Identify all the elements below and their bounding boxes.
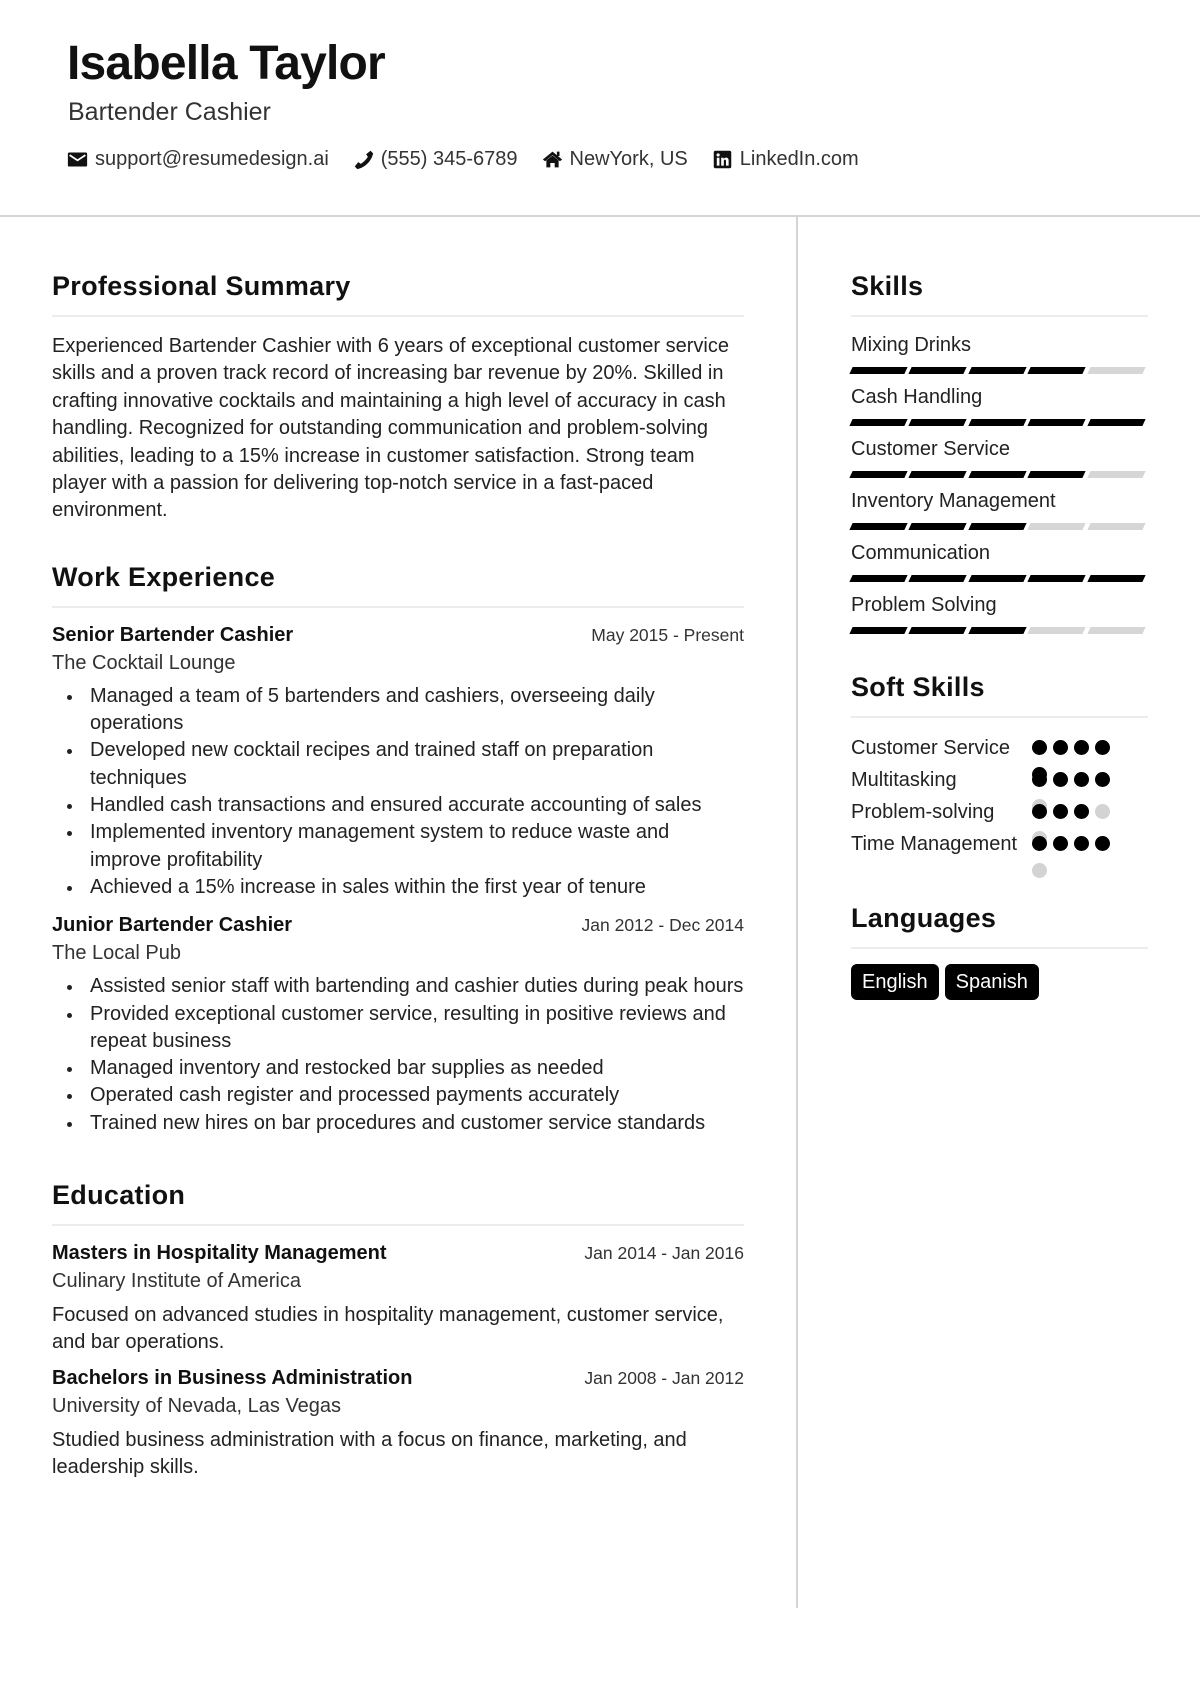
rating-dot bbox=[1032, 804, 1047, 819]
skill-level-segment bbox=[1028, 367, 1086, 374]
skill-level-segment bbox=[1028, 575, 1086, 582]
skill-level-segment bbox=[1028, 523, 1086, 530]
rating-dot bbox=[1095, 804, 1110, 819]
skill-level-segment bbox=[1028, 627, 1086, 634]
skill-level-segment bbox=[909, 471, 967, 478]
job-entry bbox=[52, 914, 744, 1137]
education-description: Studied business administration with a focus on finance, marketing, and leadership skills. bbox=[52, 1428, 687, 1479]
skill-level-segment bbox=[849, 419, 907, 426]
section-divider bbox=[851, 947, 1148, 949]
rating-dot bbox=[1095, 740, 1110, 755]
degree-title: Masters in Hospitality Management bbox=[52, 1242, 387, 1264]
school-name: University of Nevada, Las Vegas bbox=[52, 1394, 342, 1417]
contact-location-text: NewYork, US bbox=[569, 148, 688, 170]
rating-dot bbox=[1032, 863, 1047, 878]
skill-level-segment bbox=[1087, 627, 1145, 634]
section-heading: Languages bbox=[851, 903, 997, 933]
rating-dot bbox=[1053, 772, 1068, 787]
bullet-item: Assisted senior staff with bartending and cashier duties during peak hours bbox=[52, 973, 744, 1000]
skill-level-segment bbox=[849, 367, 907, 374]
skill-level-segment bbox=[968, 575, 1026, 582]
bullet-item: Handled cash transactions and ensured accurate accounting of sales bbox=[52, 792, 744, 819]
soft-skill-name: Problem-solving bbox=[851, 801, 995, 823]
education-dates: Jan 2008 - Jan 2012 bbox=[584, 1367, 744, 1388]
resume-header bbox=[0, 0, 1200, 217]
language-chip: Spanish bbox=[945, 964, 1039, 1000]
rating-dot bbox=[1053, 804, 1068, 819]
candidate-name: Isabella Taylor bbox=[67, 37, 385, 90]
bullet-item: Managed a team of 5 bartenders and cashiers, overseeing daily operations bbox=[52, 683, 744, 738]
skill-level-segment bbox=[1028, 419, 1086, 426]
contact-phone-text: (555) 345-6789 bbox=[380, 148, 518, 170]
skill-item bbox=[851, 592, 1148, 634]
rating-dot bbox=[1032, 836, 1047, 851]
bullet-item: Developed new cocktail recipes and trained staff on preparation techniques bbox=[52, 737, 744, 792]
skill-level-segment bbox=[968, 419, 1026, 426]
skill-level-segment bbox=[909, 419, 967, 426]
skill-level-segment bbox=[968, 523, 1026, 530]
contact-email-text: support@resumedesign.ai bbox=[95, 148, 329, 170]
skill-name: Communication bbox=[851, 542, 990, 564]
languages-list bbox=[851, 964, 1148, 1000]
soft-skill-rating bbox=[1032, 830, 1122, 857]
skill-level-segment bbox=[1087, 575, 1145, 582]
skill-name: Mixing Drinks bbox=[851, 334, 972, 356]
home-icon bbox=[542, 149, 563, 170]
skill-level-bar bbox=[851, 471, 1148, 478]
skills-list bbox=[851, 332, 1148, 634]
skill-level-segment bbox=[849, 471, 907, 478]
job-bullets bbox=[52, 973, 744, 1137]
job-employer: The Local Pub bbox=[52, 942, 181, 965]
bullet-item: Provided exceptional customer service, resulting in positive reviews and repeat business bbox=[52, 1001, 744, 1056]
bullet-item: Managed inventory and restocked bar supplies as needed bbox=[52, 1055, 744, 1082]
education-entry bbox=[52, 1367, 744, 1482]
contact-linkedin[interactable] bbox=[712, 148, 859, 171]
section-heading: Soft Skills bbox=[851, 672, 985, 702]
column-divider bbox=[796, 217, 798, 1608]
skill-level-segment bbox=[1087, 419, 1145, 426]
bullet-item: Implemented inventory management system to reduce waste and improve profitability bbox=[52, 819, 744, 874]
skill-name: Cash Handling bbox=[851, 386, 983, 408]
soft-skill-rating bbox=[1032, 734, 1122, 761]
soft-skill-name: Time Management bbox=[851, 833, 1017, 855]
skill-level-segment bbox=[1087, 523, 1145, 530]
soft-skill-name: Customer Service bbox=[851, 737, 1010, 759]
skill-level-segment bbox=[909, 575, 967, 582]
section-heading: Skills bbox=[851, 271, 924, 301]
soft-skill-item bbox=[851, 799, 1148, 826]
rating-dot bbox=[1032, 772, 1047, 787]
section-heading: Work Experience bbox=[52, 561, 276, 592]
work-experience-section bbox=[52, 557, 744, 1137]
soft-skill-rating bbox=[1032, 766, 1122, 793]
soft-skill-item bbox=[851, 735, 1148, 762]
professional-summary-section bbox=[52, 266, 744, 525]
contact-phone[interactable] bbox=[353, 148, 518, 171]
soft-skill-rating bbox=[1032, 798, 1122, 825]
skill-level-bar bbox=[851, 367, 1148, 374]
languages-section bbox=[851, 898, 1148, 1000]
section-divider bbox=[52, 1224, 744, 1226]
bullet-item: Trained new hires on bar procedures and customer service standards bbox=[52, 1110, 744, 1137]
main-column bbox=[52, 266, 744, 1482]
skill-level-segment bbox=[968, 627, 1026, 634]
skill-level-bar bbox=[851, 627, 1148, 634]
candidate-title: Bartender Cashier bbox=[68, 98, 271, 126]
section-divider bbox=[851, 315, 1148, 317]
education-description: Focused on advanced studies in hospitality management, customer service, and bar operations. bbox=[52, 1304, 724, 1354]
skill-item bbox=[851, 540, 1148, 582]
skill-level-segment bbox=[1087, 471, 1145, 478]
contact-bar bbox=[67, 148, 883, 171]
job-dates: May 2015 - Present bbox=[591, 624, 744, 645]
section-divider bbox=[52, 606, 744, 608]
skills-section bbox=[851, 266, 1148, 634]
soft-skill-item bbox=[851, 767, 1148, 794]
job-bullets bbox=[52, 683, 744, 901]
soft-skills-list bbox=[851, 735, 1148, 858]
soft-skills-section bbox=[851, 667, 1148, 858]
language-chip: English bbox=[851, 964, 939, 1000]
rating-dot bbox=[1095, 772, 1110, 787]
skill-item bbox=[851, 436, 1148, 478]
education-dates: Jan 2014 - Jan 2016 bbox=[584, 1243, 744, 1263]
job-dates: Jan 2012 - Dec 2014 bbox=[581, 915, 744, 936]
job-employer: The Cocktail Lounge bbox=[52, 651, 236, 674]
degree-title: Bachelors in Business Administration bbox=[52, 1366, 413, 1389]
section-divider bbox=[52, 315, 744, 317]
rating-dot bbox=[1053, 836, 1068, 851]
skill-item bbox=[851, 332, 1148, 374]
linkedin-icon bbox=[712, 149, 733, 170]
education-entry bbox=[52, 1242, 744, 1357]
skill-level-bar bbox=[851, 575, 1148, 582]
phone-icon bbox=[353, 149, 374, 170]
skill-level-segment bbox=[909, 523, 967, 530]
skill-level-segment bbox=[968, 471, 1026, 478]
rating-dot bbox=[1074, 804, 1089, 819]
job-title: Junior Bartender Cashier bbox=[52, 914, 293, 937]
school-name: Culinary Institute of America bbox=[52, 1270, 301, 1292]
bullet-item: Operated cash register and processed payments accurately bbox=[52, 1082, 744, 1109]
skill-level-bar bbox=[851, 523, 1148, 530]
skill-level-bar bbox=[851, 419, 1148, 426]
section-heading: Education bbox=[52, 1180, 186, 1210]
skill-name: Inventory Management bbox=[851, 490, 1056, 512]
soft-skill-item bbox=[851, 831, 1148, 858]
rating-dot bbox=[1053, 740, 1068, 755]
bullet-item: Achieved a 15% increase in sales within the first year of tenure bbox=[52, 874, 744, 901]
contact-location bbox=[542, 148, 688, 171]
envelope-icon bbox=[67, 149, 88, 170]
job-title: Senior Bartender Cashier bbox=[52, 623, 294, 646]
rating-dot bbox=[1074, 772, 1089, 787]
job-entry bbox=[52, 624, 744, 901]
skill-level-segment bbox=[909, 627, 967, 634]
rating-dot bbox=[1095, 836, 1110, 851]
skill-name: Customer Service bbox=[851, 438, 1010, 460]
rating-dot bbox=[1074, 836, 1089, 851]
rating-dot bbox=[1074, 740, 1089, 755]
rating-dot bbox=[1032, 740, 1047, 755]
skill-name: Problem Solving bbox=[851, 594, 997, 616]
skill-level-segment bbox=[1087, 367, 1145, 374]
education-section bbox=[52, 1175, 744, 1482]
skill-level-segment bbox=[968, 367, 1026, 374]
skill-item bbox=[851, 488, 1148, 530]
contact-email[interactable] bbox=[67, 148, 329, 171]
skill-level-segment bbox=[849, 627, 907, 634]
skill-level-segment bbox=[1028, 471, 1086, 478]
contact-linkedin-text: LinkedIn.com bbox=[739, 148, 859, 170]
skill-level-segment bbox=[849, 523, 907, 530]
skill-item bbox=[851, 384, 1148, 426]
section-divider bbox=[851, 716, 1148, 718]
section-heading: Professional Summary bbox=[52, 271, 351, 301]
skill-level-segment bbox=[849, 575, 907, 582]
skill-level-segment bbox=[909, 367, 967, 374]
sidebar-column bbox=[851, 266, 1148, 1000]
summary-text: Experienced Bartender Cashier with 6 years of exceptional customer service skills and a proven track record of increasing bar revenue by 20%. Skilled in crafting innovative cocktails and maintaining a high level of accuracy in cash handling. Recognized for outstanding communication and problem-solving abilities, leading to a 15% increase in customer satisfaction. Strong team player with a passion for delivering top-notch service in a fast-paced environment. bbox=[52, 335, 729, 522]
soft-skill-name: Multitasking bbox=[851, 769, 957, 791]
